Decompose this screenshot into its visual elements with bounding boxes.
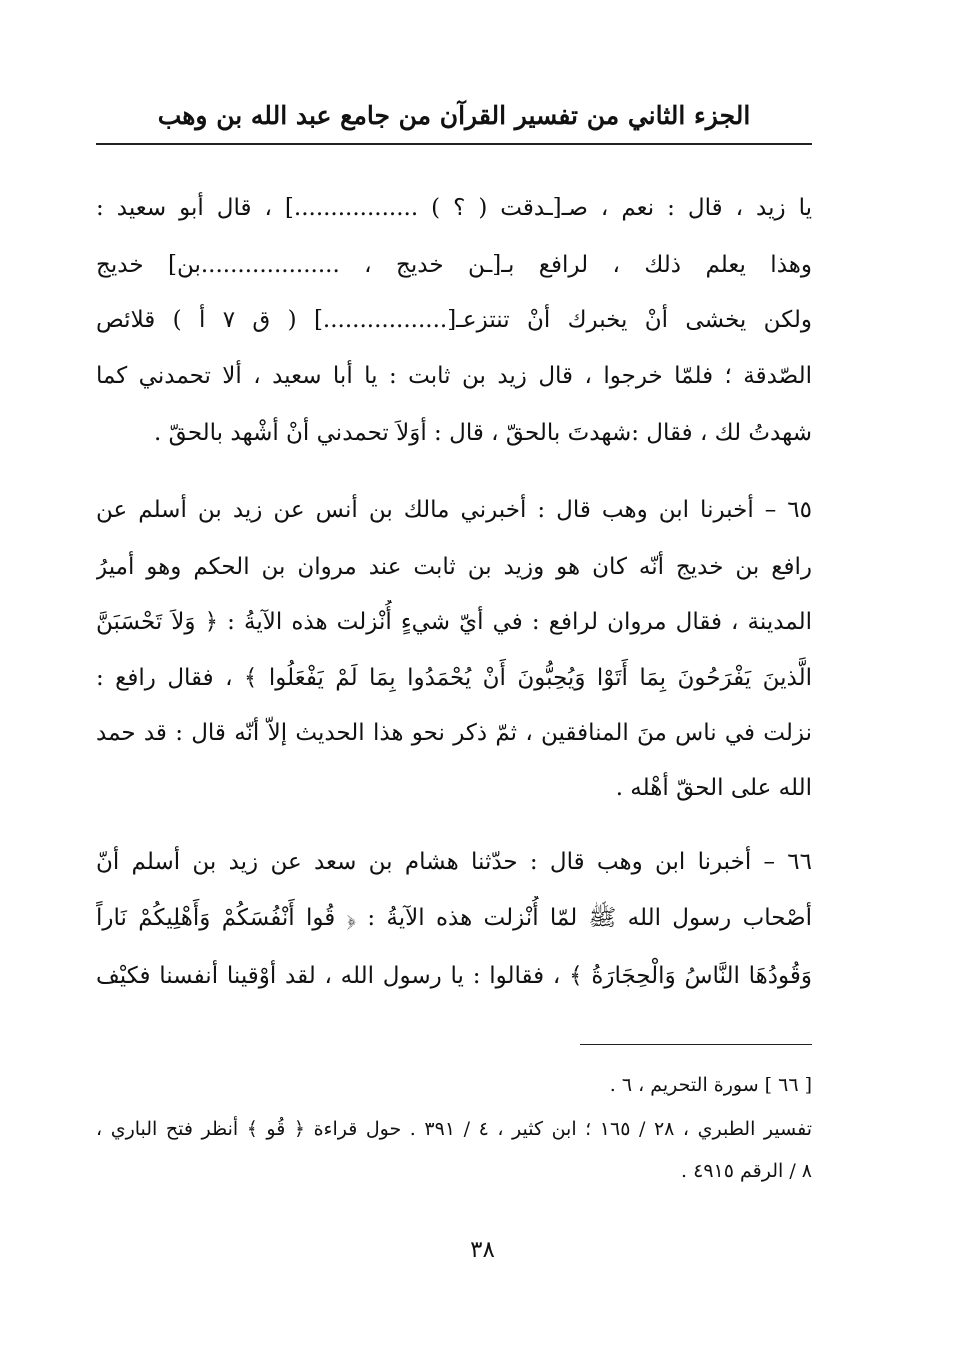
text-line: الَّذينَ يَفْرَحُونَ بِمَا أَتَوْا وَيُحِبُّونَ أَنْ يُحْمَدُوا بِمَا لَمْ يَفْعَلُوا ﴾ ، فقال رافع : bbox=[96, 665, 812, 691]
header-rule bbox=[96, 143, 812, 145]
text-line: الله على الحقّ أهْله . bbox=[615, 775, 812, 801]
text-line: الصّدقة ؛ فلمّا خرجوا ، قال زيد بن ثابت : يا أبا سعيد ، ألا تحمدني كما bbox=[96, 363, 812, 389]
text-line: المدينة ، فقال مروان لرافع : في أيّ شيءٍ أُنْزلت هذه الآيةُ : ﴿ وَلاَ تَحْسَبَنَّ bbox=[96, 609, 812, 635]
text-line: أصْحاب رسول الله ﷺ لمّا أُنْزلت هذه الآيةُ : ﴿ قُوا أَنْفُسَكُمْ وَأَهْلِيكُمْ نَاراً bbox=[96, 905, 812, 931]
text-line: ٦٦ – أخبرنا ابن وهب قال : حدّثنا هشام بن سعد عن زيد بن أسلم أنّ bbox=[96, 849, 812, 875]
text-line: وهذا يعلم ذلك ، لرافع بـ[ـن خديج ، ...................بن] خديج bbox=[96, 252, 812, 278]
text-line: رافع بن خديج أنّه كان هو وزيد بن ثابت عند مروان بن الحكم وهو أميرُ bbox=[96, 554, 812, 580]
text-line: ٦٥ – أخبرنا ابن وهب قال : أخبرني مالك بن أنس عن زيد بن أسلم عن bbox=[96, 497, 812, 523]
text-line: نزلت في ناس منَ المنافقين ، ثمّ ذكر نحو هذا الحديث إلاّ أنّه قال : قد حمد bbox=[96, 720, 812, 746]
running-header: الجزء الثاني من تفسير القرآن من جامع عبد الله بن وهب bbox=[157, 101, 751, 130]
footnote-rule bbox=[580, 1044, 812, 1045]
text-line: وَقُودُهَا النَّاسُ وَالْحِجَارَةُ ﴾ ، فقالوا : يا رسول الله ، لقد أوْقينا أنفسنا فكيْف bbox=[96, 963, 812, 989]
text-line: شهدتُ لك ، فقال :شهدتَ بالحقّ ، قال : أوَلاَ تحمدني أنْ أشْهد بالحقّ . bbox=[154, 420, 812, 446]
text-line: ولكن يخشى أنْ يخبرك أنْ تنتزعـ[.................] ( ق ٧ أ ) قلائص bbox=[96, 307, 812, 333]
footnote-line: تفسير الطبري ، ٢٨ / ١٦٥ ؛ ابن كثير ، ٤ / ٣٩١ . حول قراءة ﴿ قُو ﴾ أنظر فتح الباري ، bbox=[96, 1118, 812, 1140]
text-line: يا زيد ، قال : نعم ، صـ[ـدقت ( ؟ ) .................] ، قال أبو سعيد : bbox=[96, 195, 812, 221]
page-number: ٣٨ bbox=[470, 1237, 495, 1263]
footnote-line: [ ٦٦ ] سورة التحريم ، ٦ . bbox=[609, 1074, 812, 1096]
footnote-line: ٨ / الرقم ٤٩١٥ . bbox=[681, 1160, 812, 1182]
